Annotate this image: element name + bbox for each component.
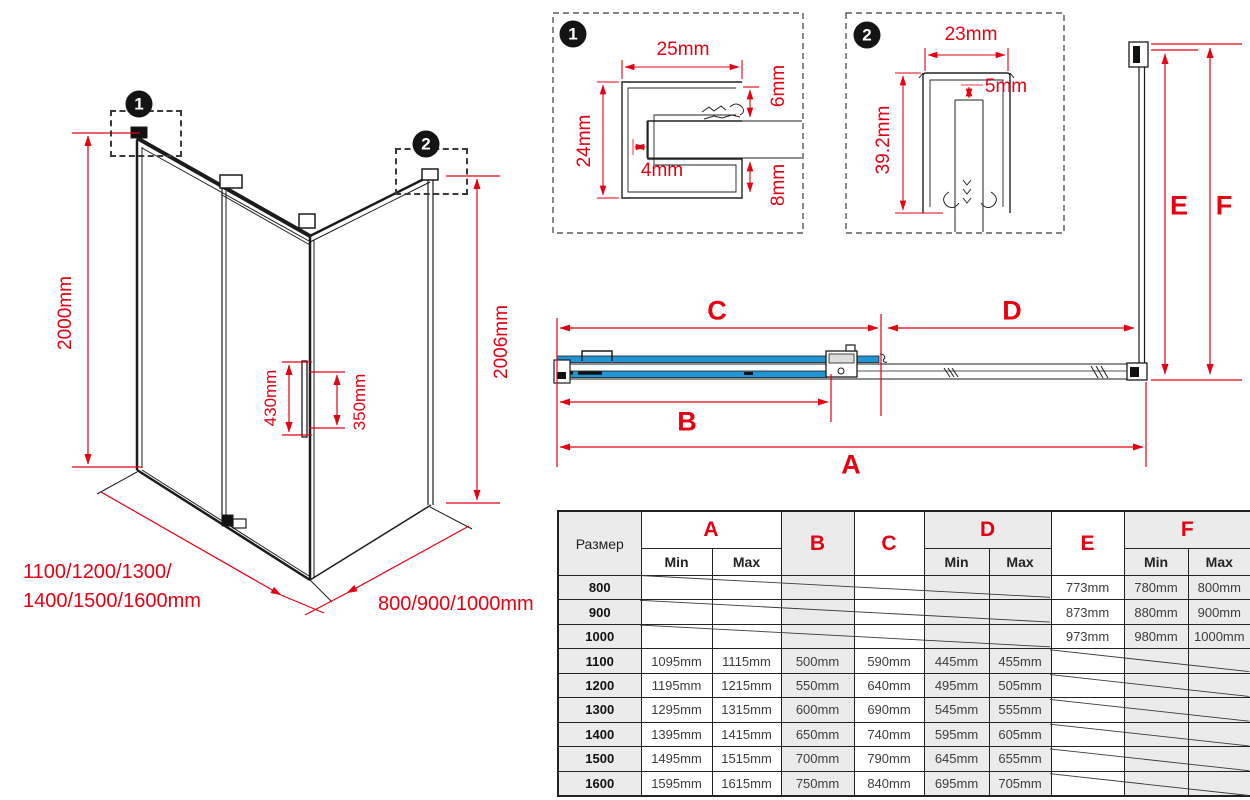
dim-d2-height: 39.2mm — [873, 105, 894, 175]
dim-height-right: 2006mm — [491, 305, 512, 379]
cell-e: 873mm — [1051, 600, 1124, 624]
size-spec-table — [557, 510, 1250, 797]
detail-1-callout-box — [110, 110, 182, 157]
subheader-a-min: Min — [641, 549, 712, 576]
table-row — [558, 747, 1250, 771]
cell-size: 1400 — [558, 722, 641, 746]
cell-e — [1051, 649, 1124, 673]
cell-a_min — [641, 624, 712, 648]
cell-f_min — [1124, 649, 1188, 673]
cell-e — [1051, 673, 1124, 697]
cell-d_max: 455mm — [989, 649, 1051, 673]
table-body — [558, 576, 1250, 797]
cell-d_max — [989, 624, 1051, 648]
table-row — [558, 600, 1250, 624]
table-row — [558, 673, 1250, 697]
cell-a_max: 1415mm — [712, 722, 781, 746]
dim-d1-width: 25mm — [656, 39, 710, 60]
cell-b: 600mm — [781, 698, 854, 722]
cell-size: 1200 — [558, 673, 641, 697]
cell-e — [1051, 747, 1124, 771]
subheader-f-max: Max — [1188, 549, 1250, 576]
cell-a_min — [641, 576, 712, 600]
marker-1-badge-detail: 1 — [560, 21, 587, 48]
cell-b: 500mm — [781, 649, 854, 673]
dim-d2-inset: 5mm — [984, 76, 1028, 97]
cell-f_max: 900mm — [1188, 600, 1250, 624]
cell-d_max: 655mm — [989, 747, 1051, 771]
marker-2-badge-detail: 2 — [854, 22, 881, 49]
cell-f_max — [1188, 771, 1250, 796]
cell-a_min: 1195mm — [641, 673, 712, 697]
cell-b: 650mm — [781, 722, 854, 746]
table-row — [558, 576, 1250, 600]
cell-size: 1000 — [558, 624, 641, 648]
cell-e — [1051, 698, 1124, 722]
cell-size: 1300 — [558, 698, 641, 722]
cell-b — [781, 600, 854, 624]
cell-c: 840mm — [854, 771, 924, 796]
cell-f_max — [1188, 698, 1250, 722]
cell-a_max: 1115mm — [712, 649, 781, 673]
cell-c — [854, 576, 924, 600]
dim-d1-bottom: 8mm — [768, 163, 789, 207]
col-header-b: B — [781, 511, 854, 576]
cell-d_min — [924, 600, 989, 624]
cell-c: 690mm — [854, 698, 924, 722]
table-row — [558, 722, 1250, 746]
cell-a_max — [712, 624, 781, 648]
table-row — [558, 698, 1250, 722]
col-header-e: E — [1051, 511, 1124, 576]
cell-d_min: 645mm — [924, 747, 989, 771]
cell-d_min: 495mm — [924, 673, 989, 697]
table-row — [558, 771, 1250, 796]
cell-f_min — [1124, 771, 1188, 796]
cell-b — [781, 624, 854, 648]
dim-width-options-line2: 1400/1500/1600mm — [23, 590, 201, 612]
cell-d_max: 605mm — [989, 722, 1051, 746]
cell-d_max — [989, 600, 1051, 624]
cell-a_min: 1095mm — [641, 649, 712, 673]
cell-a_min: 1595mm — [641, 771, 712, 796]
cell-size: 1500 — [558, 747, 641, 771]
cell-a_min: 1495mm — [641, 747, 712, 771]
table-row — [558, 649, 1250, 673]
cell-d_min: 445mm — [924, 649, 989, 673]
plan-label-b: B — [677, 406, 697, 437]
dim-d2-width: 23mm — [944, 24, 998, 45]
cell-a_max: 1615mm — [712, 771, 781, 796]
cell-b: 750mm — [781, 771, 854, 796]
col-header-f: F — [1124, 511, 1250, 549]
dim-handle-length: 430mm — [261, 369, 280, 427]
cell-f_min — [1124, 747, 1188, 771]
cell-e — [1051, 771, 1124, 796]
cell-e: 773mm — [1051, 576, 1124, 600]
dim-handle-span: 350mm — [350, 373, 369, 431]
plan-label-f: F — [1215, 190, 1233, 221]
cell-a_max: 1315mm — [712, 698, 781, 722]
cell-c: 640mm — [854, 673, 924, 697]
subheader-a-max: Max — [712, 549, 781, 576]
cell-f_min — [1124, 673, 1188, 697]
dim-width-options-line1: 1100/1200/1300/ — [23, 561, 172, 583]
cell-d_min — [924, 624, 989, 648]
cell-f_min — [1124, 722, 1188, 746]
cell-size: 900 — [558, 600, 641, 624]
cell-size: 800 — [558, 576, 641, 600]
cell-a_min: 1395mm — [641, 722, 712, 746]
cell-a_max — [712, 600, 781, 624]
plan-label-e: E — [1169, 190, 1189, 221]
marker-1-badge-iso: 1 — [126, 91, 153, 118]
plan-label-c: C — [707, 295, 727, 326]
cell-e — [1051, 722, 1124, 746]
dim-width-options — [23, 558, 201, 616]
cell-a_max: 1215mm — [712, 673, 781, 697]
cell-c — [854, 624, 924, 648]
subheader-d-min: Min — [924, 549, 989, 576]
table-row — [558, 624, 1250, 648]
cell-f_max — [1188, 649, 1250, 673]
cell-c: 590mm — [854, 649, 924, 673]
cell-f_max — [1188, 722, 1250, 746]
col-header-d: D — [924, 511, 1051, 549]
cell-size: 1100 — [558, 649, 641, 673]
cell-b — [781, 576, 854, 600]
cell-f_max: 800mm — [1188, 576, 1250, 600]
cell-f_min: 980mm — [1124, 624, 1188, 648]
cell-f_min: 880mm — [1124, 600, 1188, 624]
col-header-size: Размер — [558, 511, 641, 576]
cell-f_max — [1188, 747, 1250, 771]
dim-d1-top: 6mm — [768, 64, 789, 108]
cell-a_max: 1515mm — [712, 747, 781, 771]
cell-size: 1600 — [558, 771, 641, 796]
cell-d_max — [989, 576, 1051, 600]
cell-c — [854, 600, 924, 624]
subheader-f-min: Min — [1124, 549, 1188, 576]
cell-b: 550mm — [781, 673, 854, 697]
col-header-c: C — [854, 511, 924, 576]
dim-d1-gap: 4mm — [640, 160, 684, 181]
cell-d_min — [924, 576, 989, 600]
cell-d_min: 695mm — [924, 771, 989, 796]
plan-label-d: D — [1002, 295, 1022, 326]
cell-e: 973mm — [1051, 624, 1124, 648]
marker-2-badge-iso: 2 — [413, 131, 440, 158]
cell-a_max — [712, 576, 781, 600]
cell-f_max — [1188, 673, 1250, 697]
cell-a_min — [641, 600, 712, 624]
subheader-d-max: Max — [989, 549, 1051, 576]
plan-label-a: A — [841, 449, 861, 480]
cell-d_max: 505mm — [989, 673, 1051, 697]
cell-f_max: 1000mm — [1188, 624, 1250, 648]
cell-a_min: 1295mm — [641, 698, 712, 722]
cell-d_min: 595mm — [924, 722, 989, 746]
col-header-a: A — [641, 511, 781, 549]
cell-f_min — [1124, 698, 1188, 722]
dim-d1-height: 24mm — [574, 114, 595, 168]
cell-d_max: 705mm — [989, 771, 1051, 796]
cell-d_min: 545mm — [924, 698, 989, 722]
cell-b: 700mm — [781, 747, 854, 771]
cell-d_max: 555mm — [989, 698, 1051, 722]
cell-c: 740mm — [854, 722, 924, 746]
cell-f_min: 780mm — [1124, 576, 1188, 600]
cell-c: 790mm — [854, 747, 924, 771]
dim-height-left: 2000mm — [55, 276, 76, 350]
dim-depth-options: 800/900/1000mm — [378, 593, 534, 615]
